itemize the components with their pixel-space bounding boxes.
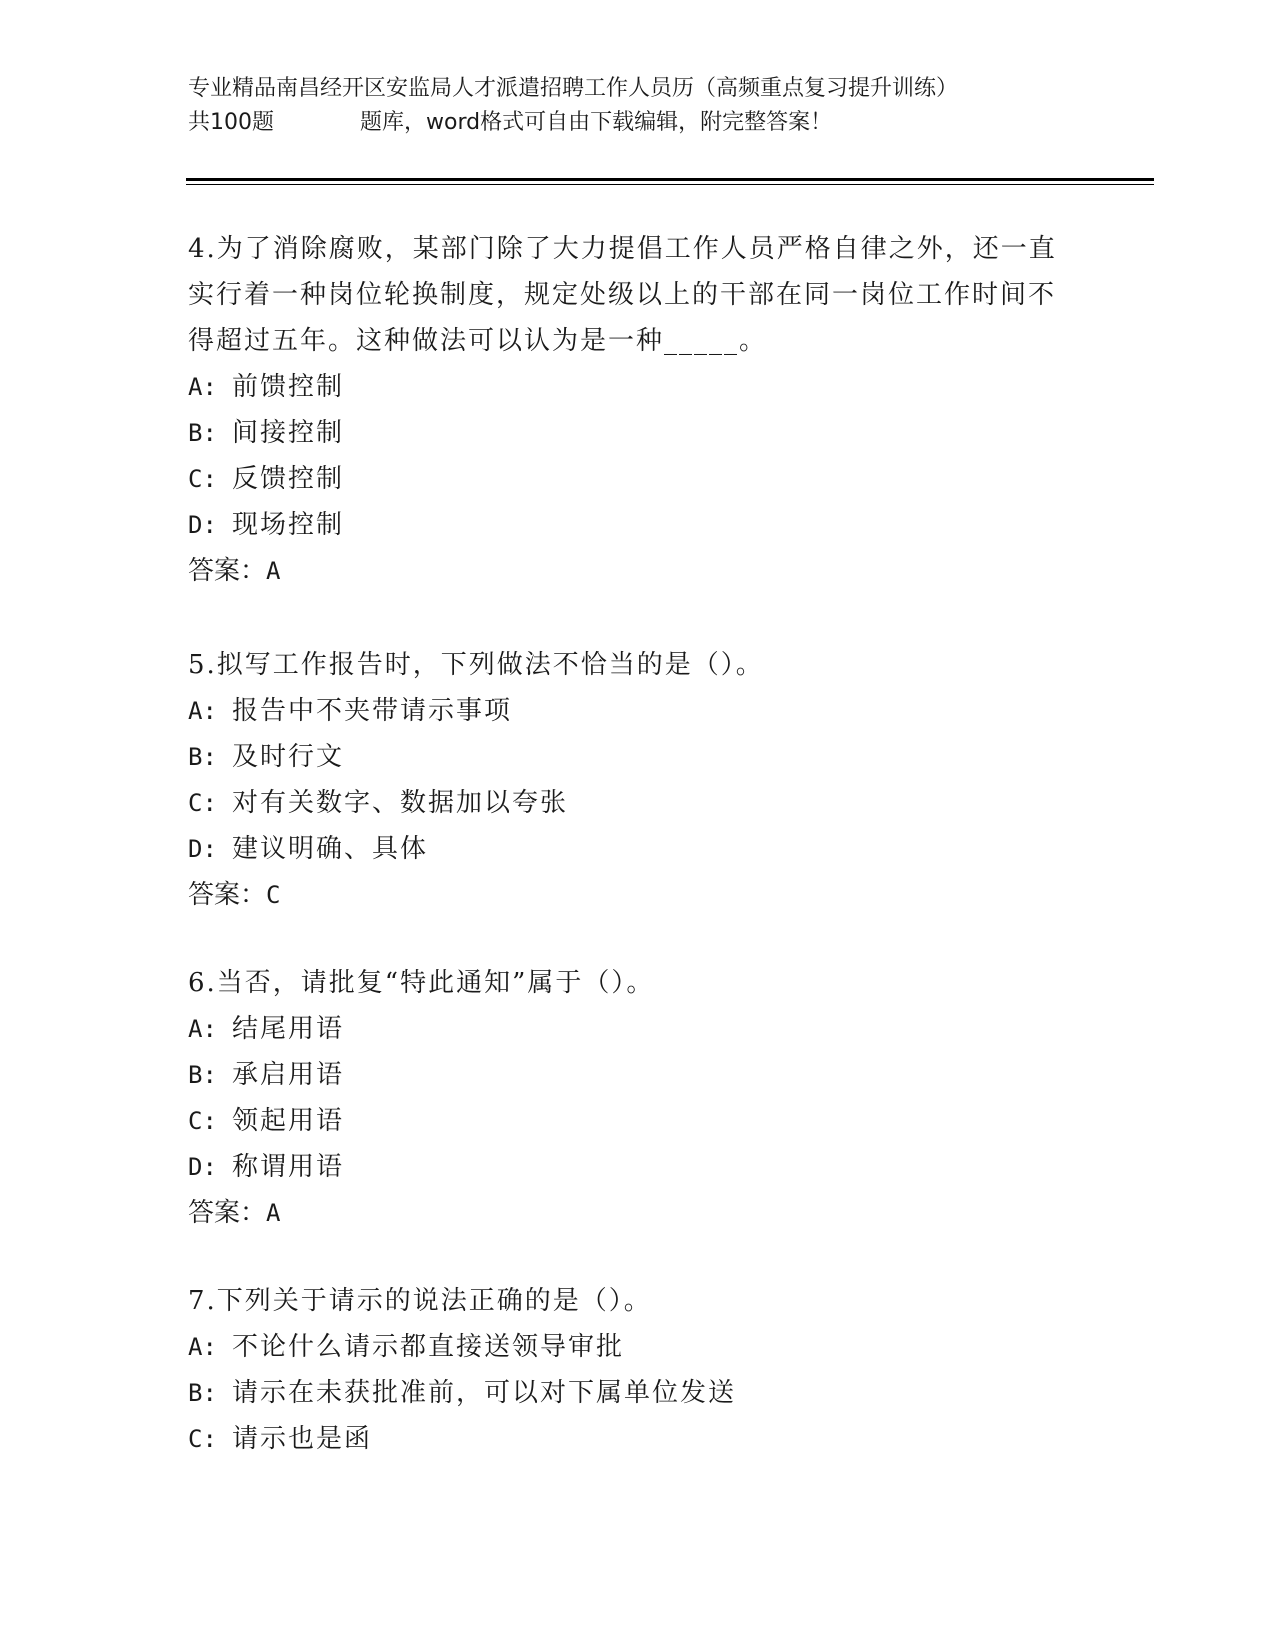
- option-text: 称谓用语: [232, 1152, 345, 1182]
- option-letter: D:: [188, 1153, 217, 1181]
- option-letter: D:: [188, 511, 217, 539]
- option-text: 建议明确、具体: [232, 834, 429, 864]
- option-text: 报告中不夹带请示事项: [232, 696, 513, 726]
- option-letter: A:: [188, 1015, 217, 1043]
- option-text: 承启用语: [232, 1060, 345, 1090]
- answer-label: 答案：: [188, 1198, 267, 1228]
- option-d: [188, 1144, 1068, 1190]
- answer-value: A: [266, 557, 281, 585]
- option-letter: B:: [188, 743, 217, 771]
- question-block: [188, 226, 1068, 594]
- answer-value: A: [266, 1199, 281, 1227]
- option-b: [188, 1370, 1068, 1416]
- option-text: 不论什么请示都直接送领导审批: [232, 1332, 625, 1362]
- option-text: 前馈控制: [232, 372, 345, 402]
- question-stem: 4.为了消除腐败，某部门除了大力提倡工作人员严格自律之外，还一直实行着一种岗位轮换制度，规定处级以上的干部在同一岗位工作时间不得超过五年。这种做法可以认为是一种_____。: [188, 234, 1057, 356]
- option-text: 反馈控制: [232, 464, 345, 494]
- option-a: [188, 364, 1068, 410]
- option-text: 及时行文: [232, 742, 345, 772]
- option-c: [188, 780, 1068, 826]
- option-letter: A:: [188, 697, 217, 725]
- header-subtitle: [188, 106, 1138, 140]
- option-text: 请示也是函: [232, 1424, 373, 1454]
- header-title: 专业精品南昌经开区安监局人才派遣招聘工作人员历（高频重点复习提升训练）: [188, 76, 959, 101]
- option-text: 对有关数字、数据加以夸张: [232, 788, 569, 818]
- option-a: [188, 688, 1068, 734]
- document-header: [188, 72, 1138, 140]
- option-d: [188, 826, 1068, 872]
- answer-line: [188, 548, 1068, 594]
- option-letter: B:: [188, 419, 217, 447]
- option-letter: A:: [188, 373, 217, 401]
- question-block: [188, 642, 1068, 918]
- option-b: [188, 1052, 1068, 1098]
- option-d: [188, 502, 1068, 548]
- option-letter: B:: [188, 1061, 217, 1089]
- option-text: 现场控制: [232, 510, 345, 540]
- option-letter: C:: [188, 465, 217, 493]
- question-stem: 5.拟写工作报告时，下列做法不恰当的是（）。: [188, 650, 764, 680]
- answer-label: 答案：: [188, 880, 267, 910]
- option-letter: C:: [188, 1425, 217, 1453]
- option-letter: C:: [188, 1107, 217, 1135]
- question-block: [188, 1278, 1068, 1462]
- option-b: [188, 410, 1068, 456]
- option-text: 间接控制: [232, 418, 345, 448]
- option-text: 领起用语: [232, 1106, 345, 1136]
- option-text: 请示在未获批准前，可以对下属单位发送: [232, 1378, 737, 1408]
- option-b: [188, 734, 1068, 780]
- answer-value: C: [266, 881, 281, 909]
- option-text: 结尾用语: [232, 1014, 345, 1044]
- option-letter: D:: [188, 835, 217, 863]
- header-description: 题库，word格式可自由下载编辑，附完整答案！: [360, 110, 833, 135]
- answer-line: [188, 1190, 1068, 1236]
- option-letter: B:: [188, 1379, 217, 1407]
- answer-label: 答案：: [188, 556, 267, 586]
- option-c: [188, 456, 1068, 502]
- answer-line: [188, 872, 1068, 918]
- header-divider-thick: [186, 178, 1154, 181]
- question-block: [188, 960, 1068, 1236]
- question-count: 共100题: [188, 110, 274, 135]
- option-letter: A:: [188, 1333, 217, 1361]
- option-c: [188, 1416, 1068, 1462]
- option-letter: C:: [188, 789, 217, 817]
- option-a: [188, 1324, 1068, 1370]
- question-stem: 6.当否，请批复“特此通知”属于（）。: [188, 968, 655, 998]
- option-c: [188, 1098, 1068, 1144]
- header-divider-thin: [186, 184, 1154, 185]
- option-a: [188, 1006, 1068, 1052]
- question-stem: 7.下列关于请示的说法正确的是（）。: [188, 1286, 652, 1316]
